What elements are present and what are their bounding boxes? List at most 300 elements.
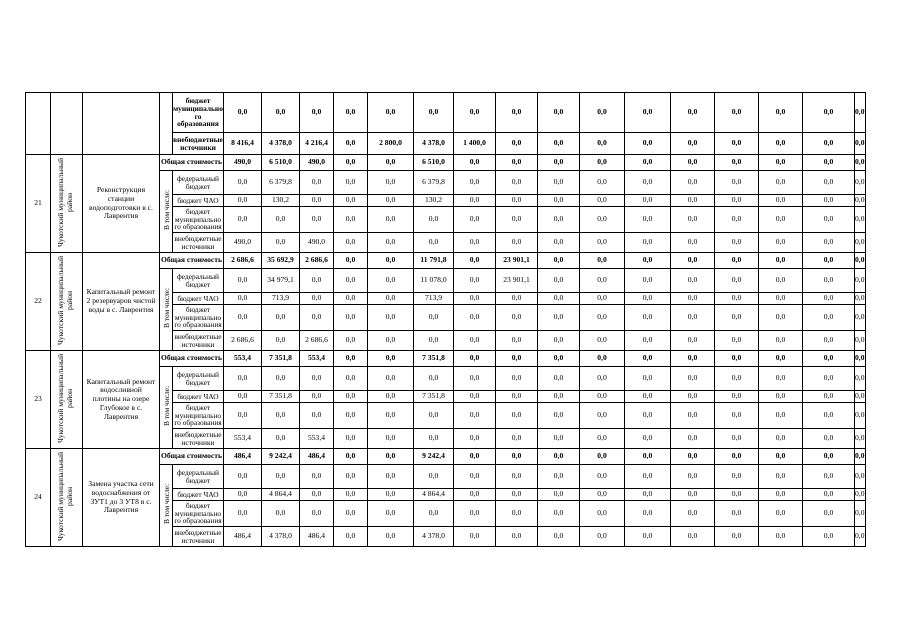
source-label: внебюджетные источники xyxy=(173,133,224,155)
value-cell: 0,0 xyxy=(759,233,803,253)
value-cell: 0,0 xyxy=(496,391,538,403)
value-cell: 0,0 xyxy=(580,171,625,195)
value-cell: 0,0 xyxy=(855,429,866,449)
value-cell: 0,0 xyxy=(454,233,496,253)
district-cell xyxy=(51,155,83,253)
value-cell: 0,0 xyxy=(759,489,803,501)
value-cell: 0,0 xyxy=(759,391,803,403)
value-cell: 0,0 xyxy=(671,253,715,269)
value-cell: 0,0 xyxy=(368,195,414,207)
value-cell: 0,0 xyxy=(300,195,334,207)
source-label: бюджет муниципально го образования xyxy=(174,500,222,526)
value-cell: 0,0 xyxy=(334,527,368,547)
value-cell: 0,0 xyxy=(538,253,580,269)
value-cell: 0,0 xyxy=(715,293,759,305)
value-cell: 0,0 xyxy=(759,269,803,293)
value-cell: 0,0 xyxy=(759,133,803,155)
value-cell: 553,4 xyxy=(300,351,334,367)
value-cell: 0,0 xyxy=(538,501,580,527)
value-cell: 486,4 xyxy=(224,527,262,547)
value-cell: 0,0 xyxy=(414,233,454,253)
value-cell: 0,0 xyxy=(538,465,580,489)
value-cell: 0,0 xyxy=(262,331,300,351)
value-cell: 0,0 xyxy=(368,527,414,547)
value-cell: 713,9 xyxy=(414,293,454,305)
value-cell: 0,0 xyxy=(538,449,580,465)
value-cell: 35 692,9 xyxy=(262,253,300,269)
value-cell: 0,0 xyxy=(368,501,414,527)
value-cell: 0,0 xyxy=(671,133,715,155)
value-cell: 0,0 xyxy=(538,195,580,207)
value-cell: 0,0 xyxy=(671,403,715,429)
value-cell: 0,0 xyxy=(803,93,855,133)
value-cell: 0,0 xyxy=(334,305,368,331)
value-cell: 2 686,6 xyxy=(224,331,262,351)
project-number: 21 xyxy=(26,155,51,253)
project-title: Капитальный ремонт водосливной плотины на озере Глубокое в с. Лаврентия xyxy=(83,351,160,449)
value-cell: 0,0 xyxy=(671,429,715,449)
value-cell: 0,0 xyxy=(625,233,671,253)
value-cell: 0,0 xyxy=(496,489,538,501)
value-cell: 0,0 xyxy=(334,391,368,403)
value-cell: 0,0 xyxy=(625,465,671,489)
value-cell: 0,0 xyxy=(454,391,496,403)
value-cell: 2 686,6 xyxy=(300,253,334,269)
value-cell: 9 242,4 xyxy=(262,449,300,465)
value-cell: 0,0 xyxy=(580,449,625,465)
source-label: федеральный бюджет xyxy=(173,171,224,195)
value-cell: 0,0 xyxy=(759,171,803,195)
value-cell: 11 078,0 xyxy=(414,269,454,293)
value-cell: 0,0 xyxy=(368,391,414,403)
value-cell: 0,0 xyxy=(368,351,414,367)
value-cell: 0,0 xyxy=(414,367,454,391)
value-cell: 0,0 xyxy=(855,133,866,155)
value-cell: 0,0 xyxy=(496,527,538,547)
value-cell: 0,0 xyxy=(715,269,759,293)
value-cell: 0,0 xyxy=(625,403,671,429)
district-cell-empty xyxy=(51,93,83,155)
value-cell: 0,0 xyxy=(580,233,625,253)
value-cell: 0,0 xyxy=(803,233,855,253)
value-cell: 0,0 xyxy=(671,527,715,547)
value-cell: 0,0 xyxy=(580,293,625,305)
value-cell: 0,0 xyxy=(759,351,803,367)
value-cell: 0,0 xyxy=(671,305,715,331)
value-cell: 0,0 xyxy=(855,269,866,293)
district-label: Чукотский муниципальный район xyxy=(55,353,74,443)
value-cell: 0,0 xyxy=(454,293,496,305)
value-cell: 0,0 xyxy=(414,501,454,527)
value-cell: 0,0 xyxy=(414,305,454,331)
value-cell: 0,0 xyxy=(625,253,671,269)
value-cell: 130,2 xyxy=(262,195,300,207)
value-cell: 0,0 xyxy=(368,253,414,269)
value-cell: 0,0 xyxy=(855,527,866,547)
source-label: федеральный бюджет xyxy=(173,269,224,293)
value-cell: 0,0 xyxy=(580,133,625,155)
value-cell: 0,0 xyxy=(454,269,496,293)
value-cell: 0,0 xyxy=(759,93,803,133)
value-cell: 0,0 xyxy=(803,403,855,429)
value-cell: 0,0 xyxy=(580,367,625,391)
value-cell: 553,4 xyxy=(300,429,334,449)
value-cell: 0,0 xyxy=(671,331,715,351)
value-cell: 4 216,4 xyxy=(300,133,334,155)
incl-cell-empty xyxy=(160,93,173,155)
value-cell: 0,0 xyxy=(496,305,538,331)
value-cell: 0,0 xyxy=(496,331,538,351)
value-cell: 0,0 xyxy=(715,403,759,429)
value-cell: 0,0 xyxy=(262,233,300,253)
value-cell: 11 791,8 xyxy=(414,253,454,269)
value-cell: 0,0 xyxy=(334,331,368,351)
value-cell: 0,0 xyxy=(334,171,368,195)
value-cell: 0,0 xyxy=(580,253,625,269)
value-cell: 0,0 xyxy=(759,155,803,171)
value-cell: 0,0 xyxy=(334,293,368,305)
value-cell: 0,0 xyxy=(715,501,759,527)
value-cell: 0,0 xyxy=(759,367,803,391)
incl-label: В том числе: xyxy=(161,288,171,329)
value-cell: 0,0 xyxy=(855,331,866,351)
value-cell: 7 351,8 xyxy=(262,391,300,403)
value-cell: 0,0 xyxy=(580,305,625,331)
value-cell: 0,0 xyxy=(803,269,855,293)
value-cell: 0,0 xyxy=(454,527,496,547)
value-cell: 0,0 xyxy=(538,93,580,133)
value-cell: 0,0 xyxy=(368,449,414,465)
value-cell: 0,0 xyxy=(300,391,334,403)
value-cell: 0,0 xyxy=(538,207,580,233)
value-cell: 0,0 xyxy=(759,305,803,331)
value-cell: 0,0 xyxy=(625,207,671,233)
value-cell: 0,0 xyxy=(538,331,580,351)
value-cell: 490,0 xyxy=(300,233,334,253)
value-cell: 0,0 xyxy=(855,293,866,305)
value-cell: 0,0 xyxy=(625,293,671,305)
value-cell: 0,0 xyxy=(538,351,580,367)
value-cell: 0,0 xyxy=(855,403,866,429)
value-cell: 0,0 xyxy=(334,367,368,391)
incl-cell xyxy=(160,269,173,351)
value-cell: 0,0 xyxy=(671,269,715,293)
source-label: бюджет ЧАО xyxy=(173,391,224,403)
value-cell: 0,0 xyxy=(538,233,580,253)
value-cell: 0,0 xyxy=(625,367,671,391)
value-cell: 0,0 xyxy=(538,527,580,547)
value-cell: 0,0 xyxy=(803,253,855,269)
value-cell: 0,0 xyxy=(715,331,759,351)
source-label: федеральный бюджет xyxy=(173,465,224,489)
value-cell: 0,0 xyxy=(671,195,715,207)
total-label: Общая стоимость xyxy=(160,253,224,269)
source-label: бюджет ЧАО xyxy=(173,489,224,501)
value-cell: 0,0 xyxy=(368,489,414,501)
district-cell xyxy=(51,351,83,449)
value-cell: 0,0 xyxy=(671,449,715,465)
source-label: бюджет муниципально го образования xyxy=(174,402,222,428)
value-cell: 0,0 xyxy=(580,403,625,429)
value-cell: 0,0 xyxy=(496,501,538,527)
value-cell: 0,0 xyxy=(803,527,855,547)
district-cell xyxy=(51,449,83,547)
incl-label: В том числе: xyxy=(161,484,171,525)
value-cell: 0,0 xyxy=(625,331,671,351)
value-cell: 0,0 xyxy=(368,233,414,253)
value-cell: 0,0 xyxy=(855,367,866,391)
table-row-total xyxy=(26,253,866,269)
value-cell: 0,0 xyxy=(759,331,803,351)
value-cell: 0,0 xyxy=(538,429,580,449)
value-cell: 0,0 xyxy=(334,465,368,489)
total-label: Общая стоимость xyxy=(160,351,224,367)
value-cell: 0,0 xyxy=(262,429,300,449)
value-cell: 0,0 xyxy=(224,93,262,133)
value-cell: 0,0 xyxy=(262,465,300,489)
value-cell: 0,0 xyxy=(368,403,414,429)
value-cell: 0,0 xyxy=(454,195,496,207)
value-cell: 0,0 xyxy=(803,391,855,403)
value-cell: 4 378,0 xyxy=(414,133,454,155)
value-cell: 0,0 xyxy=(625,171,671,195)
project-title: Капитальный ремонт 2 резервуаров чистой воды в с. Лаврентия xyxy=(83,253,160,351)
value-cell: 0,0 xyxy=(715,351,759,367)
value-cell: 0,0 xyxy=(580,351,625,367)
value-cell: 0,0 xyxy=(803,305,855,331)
value-cell: 0,0 xyxy=(262,93,300,133)
project-title: Замена участка сети водоснабжения от ЗУТ1 до 3 УТ8 в с. Лаврентия xyxy=(83,449,160,547)
value-cell: 0,0 xyxy=(262,207,300,233)
project-number: 24 xyxy=(26,449,51,547)
value-cell: 0,0 xyxy=(580,269,625,293)
value-cell: 0,0 xyxy=(454,465,496,489)
value-cell: 0,0 xyxy=(671,367,715,391)
value-cell: 0,0 xyxy=(224,367,262,391)
value-cell: 0,0 xyxy=(855,501,866,527)
value-cell: 0,0 xyxy=(625,351,671,367)
value-cell: 0,0 xyxy=(334,501,368,527)
value-cell: 0,0 xyxy=(625,429,671,449)
value-cell: 0,0 xyxy=(803,489,855,501)
value-cell: 0,0 xyxy=(334,351,368,367)
value-cell: 490,0 xyxy=(300,155,334,171)
incl-cell xyxy=(160,465,173,547)
value-cell: 0,0 xyxy=(625,195,671,207)
value-cell: 0,0 xyxy=(580,391,625,403)
value-cell: 0,0 xyxy=(334,269,368,293)
value-cell: 0,0 xyxy=(334,253,368,269)
value-cell: 0,0 xyxy=(625,305,671,331)
value-cell: 0,0 xyxy=(759,403,803,429)
value-cell: 4 864,4 xyxy=(414,489,454,501)
value-cell: 7 351,8 xyxy=(262,351,300,367)
value-cell: 0,0 xyxy=(625,449,671,465)
value-cell: 0,0 xyxy=(368,293,414,305)
value-cell: 0,0 xyxy=(224,195,262,207)
value-cell: 0,0 xyxy=(715,367,759,391)
value-cell: 0,0 xyxy=(855,155,866,171)
value-cell: 23 901,1 xyxy=(496,269,538,293)
value-cell: 2 800,0 xyxy=(368,133,414,155)
value-cell: 0,0 xyxy=(715,155,759,171)
value-cell: 0,0 xyxy=(671,391,715,403)
value-cell: 0,0 xyxy=(496,93,538,133)
value-cell: 0,0 xyxy=(496,171,538,195)
value-cell: 0,0 xyxy=(454,305,496,331)
value-cell: 0,0 xyxy=(414,93,454,133)
value-cell: 0,0 xyxy=(538,171,580,195)
value-cell: 0,0 xyxy=(671,293,715,305)
value-cell: 0,0 xyxy=(496,233,538,253)
value-cell: 0,0 xyxy=(803,171,855,195)
incl-cell xyxy=(160,367,173,449)
value-cell: 0,0 xyxy=(803,351,855,367)
district-label: Чукотский муниципальный район xyxy=(55,451,74,541)
value-cell: 0,0 xyxy=(671,465,715,489)
value-cell: 0,0 xyxy=(803,501,855,527)
value-cell: 0,0 xyxy=(715,489,759,501)
value-cell: 0,0 xyxy=(300,403,334,429)
value-cell: 0,0 xyxy=(759,195,803,207)
value-cell: 0,0 xyxy=(803,331,855,351)
value-cell: 0,0 xyxy=(300,501,334,527)
value-cell: 0,0 xyxy=(580,195,625,207)
value-cell: 0,0 xyxy=(454,501,496,527)
value-cell: 0,0 xyxy=(496,351,538,367)
value-cell: 490,0 xyxy=(224,155,262,171)
value-cell: 0,0 xyxy=(496,429,538,449)
value-cell: 2 686,6 xyxy=(224,253,262,269)
value-cell: 0,0 xyxy=(224,269,262,293)
project-title: Реконструкция станции водоподготовки в с. Лаврентия xyxy=(83,155,160,253)
project-number: 22 xyxy=(26,253,51,351)
value-cell: 0,0 xyxy=(262,403,300,429)
value-cell: 0,0 xyxy=(855,233,866,253)
value-cell: 6 510,0 xyxy=(262,155,300,171)
value-cell: 0,0 xyxy=(496,293,538,305)
value-cell: 0,0 xyxy=(855,351,866,367)
value-cell: 0,0 xyxy=(671,171,715,195)
value-cell: 0,0 xyxy=(368,331,414,351)
value-cell: 0,0 xyxy=(334,93,368,133)
value-cell: 0,0 xyxy=(759,501,803,527)
value-cell: 0,0 xyxy=(224,465,262,489)
value-cell: 0,0 xyxy=(759,253,803,269)
value-cell: 0,0 xyxy=(300,305,334,331)
value-cell: 7 351,8 xyxy=(414,391,454,403)
value-cell: 0,0 xyxy=(300,367,334,391)
value-cell: 6 379,8 xyxy=(414,171,454,195)
value-cell: 0,0 xyxy=(580,331,625,351)
source-label: бюджет муниципально го образования xyxy=(174,304,222,330)
value-cell: 0,0 xyxy=(715,171,759,195)
value-cell: 0,0 xyxy=(759,449,803,465)
total-label: Общая стоимость xyxy=(160,155,224,171)
value-cell: 0,0 xyxy=(538,269,580,293)
value-cell: 0,0 xyxy=(803,367,855,391)
value-cell: 0,0 xyxy=(855,253,866,269)
value-cell: 0,0 xyxy=(855,195,866,207)
value-cell: 0,0 xyxy=(334,133,368,155)
value-cell: 0,0 xyxy=(368,207,414,233)
funding-table xyxy=(25,92,866,547)
incl-cell xyxy=(160,171,173,253)
value-cell: 0,0 xyxy=(368,305,414,331)
value-cell: 4 378,0 xyxy=(414,527,454,547)
table-row xyxy=(26,93,866,133)
value-cell: 0,0 xyxy=(803,429,855,449)
value-cell: 486,4 xyxy=(300,527,334,547)
district-label: Чукотский муниципальный район xyxy=(55,255,74,345)
value-cell: 0,0 xyxy=(300,93,334,133)
district-label: Чукотский муниципальный район xyxy=(55,157,74,247)
value-cell: 0,0 xyxy=(625,155,671,171)
value-cell: 0,0 xyxy=(262,367,300,391)
value-cell: 0,0 xyxy=(580,527,625,547)
value-cell: 0,0 xyxy=(625,269,671,293)
value-cell: 34 979,1 xyxy=(262,269,300,293)
value-cell: 0,0 xyxy=(496,465,538,489)
value-cell: 0,0 xyxy=(803,195,855,207)
value-cell: 0,0 xyxy=(368,465,414,489)
value-cell: 0,0 xyxy=(625,93,671,133)
value-cell: 1 400,0 xyxy=(454,133,496,155)
value-cell: 6 379,8 xyxy=(262,171,300,195)
value-cell: 0,0 xyxy=(496,449,538,465)
value-cell: 0,0 xyxy=(334,489,368,501)
source-label: бюджет ЧАО xyxy=(173,293,224,305)
source-label: бюджет ЧАО xyxy=(173,195,224,207)
value-cell: 490,0 xyxy=(224,233,262,253)
value-cell: 0,0 xyxy=(580,207,625,233)
value-cell: 0,0 xyxy=(414,429,454,449)
value-cell: 0,0 xyxy=(454,207,496,233)
value-cell: 0,0 xyxy=(715,195,759,207)
value-cell: 0,0 xyxy=(454,429,496,449)
value-cell: 713,9 xyxy=(262,293,300,305)
value-cell: 0,0 xyxy=(414,207,454,233)
value-cell: 0,0 xyxy=(262,501,300,527)
value-cell: 0,0 xyxy=(300,171,334,195)
incl-label: В том числе: xyxy=(161,190,171,231)
value-cell: 0,0 xyxy=(496,133,538,155)
value-cell: 0,0 xyxy=(454,171,496,195)
table-row-total xyxy=(26,351,866,367)
source-label: внебюджетные источники xyxy=(174,429,222,447)
value-cell: 0,0 xyxy=(300,465,334,489)
value-cell: 0,0 xyxy=(538,133,580,155)
value-cell: 553,4 xyxy=(224,429,262,449)
value-cell: 0,0 xyxy=(803,155,855,171)
value-cell: 0,0 xyxy=(496,403,538,429)
value-cell: 553,4 xyxy=(224,351,262,367)
value-cell: 0,0 xyxy=(300,489,334,501)
value-cell: 0,0 xyxy=(300,207,334,233)
value-cell: 0,0 xyxy=(855,171,866,195)
value-cell: 0,0 xyxy=(414,465,454,489)
value-cell: 0,0 xyxy=(538,305,580,331)
value-cell: 0,0 xyxy=(759,429,803,449)
value-cell: 0,0 xyxy=(224,391,262,403)
source-label: бюджет муниципально го образования xyxy=(173,93,224,133)
value-cell: 0,0 xyxy=(625,501,671,527)
value-cell: 0,0 xyxy=(224,171,262,195)
district-cell xyxy=(51,253,83,351)
value-cell: 0,0 xyxy=(334,403,368,429)
value-cell: 0,0 xyxy=(496,195,538,207)
value-cell: 0,0 xyxy=(454,93,496,133)
